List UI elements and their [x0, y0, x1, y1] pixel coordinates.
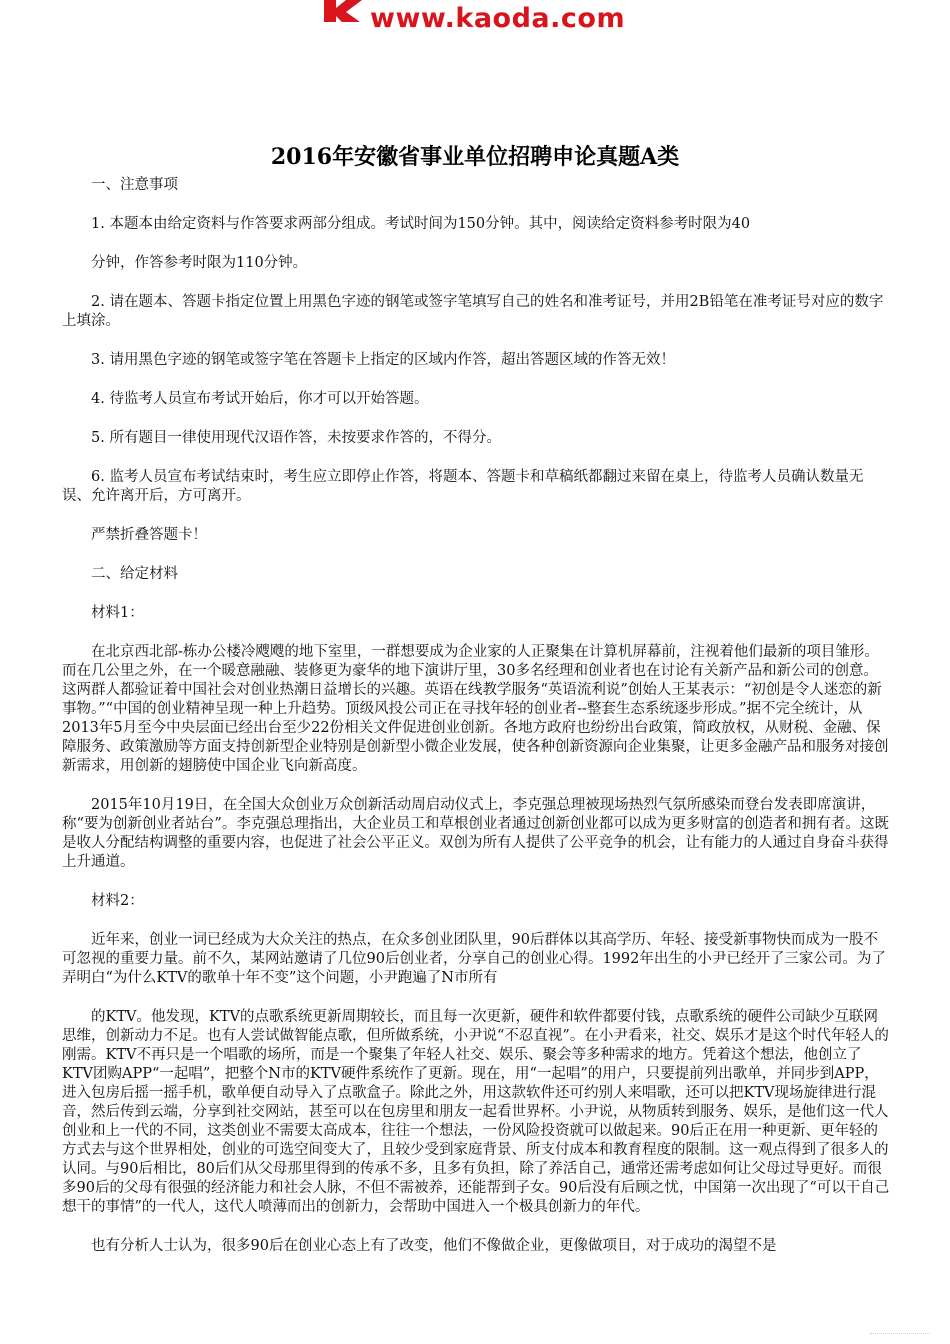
section-heading-notes: 一、注意事项 — [91, 177, 178, 193]
kaoda-logo-icon — [322, 0, 374, 22]
notes-item-2: 2. 请在题本、答题卡指定位置上用黑色字迹的钢笔或签字笔填写自己的姓名和准考证号，并用2B铅笔在准考证号对应的数字上填涂。 — [62, 294, 884, 329]
notes-item-3: 3. 请用黑色字迹的钢笔或签字笔在答题卡上指定的区域内作答，超出答题区域的作答无效！ — [91, 352, 675, 368]
page-header — [0, 0, 950, 48]
material-2-paragraph-2: 也有分析人士认为，很多90后在创业心态上有了改变，他们不像做企业，更像做项目，对于成功的渴望不是 — [91, 1238, 777, 1254]
notes-item-1-continued: 分钟，作答参考时限为110分钟。 — [91, 255, 308, 271]
notes-warning: 严禁折叠答题卡！ — [91, 527, 207, 543]
notes-item-1: 1. 本题本由给定资料与作答要求两部分组成。考试时间为150分钟。其中，阅读给定资料参考时限为40 — [91, 216, 751, 232]
material-1-paragraph-2: 2015年10月19日，在全国大众创业万众创新活动周启动仪式上，李克强总理被现场热烈气氛所感染而登台发表即席演讲，称“要为创新创业者站台”。李克强总理指出，大企业员工和草根创业者通过创新创业都可以成为更多财富的创造者和拥有者。这既是收人分配结构调整的重要内容，也促进了社会公平正义。双创为所有人提供了公平竞争的机会，让有能力的人通过自身奋斗获得上升通道。 — [62, 797, 889, 870]
document-title: 2016年安徽省事业单位招聘申论真题A类 — [270, 143, 680, 170]
material-1-heading: 材料1： — [91, 605, 144, 621]
site-logo-url[interactable]: www.kaoda.com — [370, 3, 626, 34]
document-body — [62, 172, 892, 1256]
material-2-paragraph-1-continued: 的KTV。他发现，KTV的点歌系统更新周期较长，而且每一次更新，硬件和软件都要付钱，点歌系统的硬件公司缺少互联网思维，创新动力不足。也有人尝试做智能点歌，但所做系统，小尹说“不忍直视”。在小尹看来，社交、娱乐才是这个时代年轻人的刚需。KTV不再只是一个唱歌的场所，而是一个聚集了年轻人社交、娱乐、聚会等多种需求的地方。凭着这个想法，他创立了KTV团购APP“一起唱”，把整个N市的KTV硬件系统作了更新。现在，用“一起唱”的用户，只要提前列出歌单，并同步到APP，进入包房后摇一摇手机，歌单便自动导入了点歌盒子。除此之外，用这款软件还可约别人来唱歌，还可以把KTV现场旋律进行混音，然后传到云端，分享到社交网站，甚至可以在包房里和朋友一起看世界杯。小尹说，从物质转到服务、娱乐，是他们这一代人创业和上一代的不同，这类创业不需要太高成本，往往一个想法，一份风险投资就可以做起来。90后正在用一种更新、更年轻的方式去与这个世界相处，创业的可选空间变大了，且较少受到家庭背景、所支付成本和教育程度的限制。这一观点得到了很多人的认同。与90后相比，80后们从父母那里得到的传承不多，且多有负担，除了养活自己，通常还需考虑如何让父母过导更好。而很多90后的父母有很强的经济能力和社会人脉，不但不需被养，还能帮到子女。90后没有后顾之忧，中国第一次出现了“可以干自己想干的事情”的一代人，这代人喷薄而出的创新力，会帮助中国进入一个极具创新力的年代。 — [62, 1009, 890, 1215]
section-heading-materials: 二、给定材料 — [91, 566, 178, 582]
material-1-paragraph-1: 在北京西北部-栋办公楼冷飕飕的地下室里，一群想要成为企业家的人正聚集在计算机屏幕前，注视着他们最新的项目雏形。而在几公里之外，在一个暖意融融、装修更为豪华的地下演讲厅里，30多名经理和创业者也在讨论有关新产品和新公司的创意。这两群人都验证着中国社会对创业热潮日益增长的兴趣。英语在线教学服务“英语流利说”创始人王某表示：“初创是令人迷恋的新事物。”“中国的创业精神呈现一种上升趋势。顶级风投公司正在寻找年轻的创业者--整套生态系统逐步形成。”据不完全统计，从2013年5月至今中央层面已经出台至少22份相关文件促进创业创新。各地方政府也纷纷出台政策，简政放权，从财税、金融、保障服务、政策激励等方面支持创新型企业特别是创新型小微企业发展，使各种创新资源向企业集聚，让更多金融产品和服务对接创新需求，用创新的翅膀使中国企业飞向新高度。 — [62, 644, 889, 774]
material-2-paragraph-1: 近年来，创业一词已经成为大众关注的热点，在众多创业团队里，90后群体以其高学历、年轻、接受新事物快而成为一股不可忽视的重要力量。前不久，某网站邀请了几位90后创业者，分享自己的创业心得。1992年出生的小尹已经开了三家公司。为了弄明白“为什么KTV的歌单十年不变”这个问题，小尹跑遍了N市所有 — [62, 932, 886, 986]
material-2-heading: 材料2： — [91, 893, 144, 909]
notes-item-4: 4. 待监考人员宣布考试开始后，你才可以开始答题。 — [91, 391, 429, 407]
notes-item-6: 6. 监考人员宣布考试结束时，考生应立即停止作答，将题本、答题卡和草稿纸都翻过来留在桌上，待监考人员确认数量无误、允许离开后，方可离开。 — [62, 469, 864, 504]
page-corner-mark — [870, 1333, 930, 1340]
notes-item-5: 5. 所有题目一律使用现代汉语作答，未按要求作答的，不得分。 — [91, 430, 501, 446]
